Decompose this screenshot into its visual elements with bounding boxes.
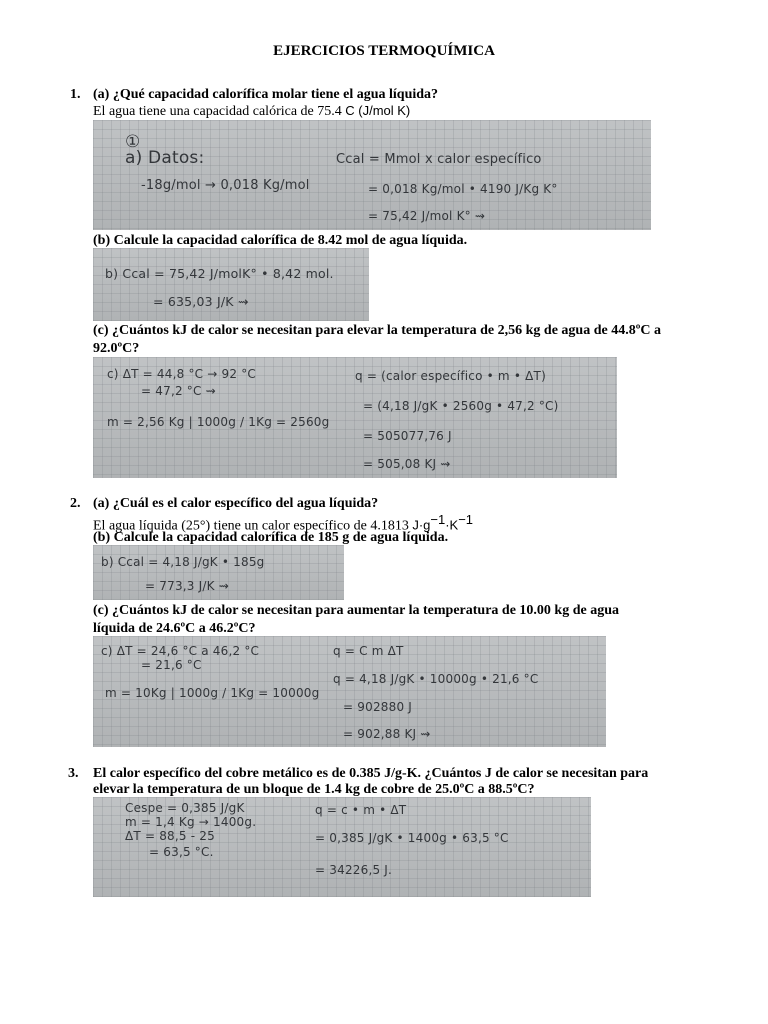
handwritten-photo-1b <box>93 248 369 321</box>
hw-line: Cespe = 0,385 J/gK <box>125 801 245 815</box>
hw-line: = 47,2 °C ⇝ <box>141 384 216 398</box>
exercise-1b-question: (b) Calcule la capacidad calorífica de 8.42 mol de agua líquida. <box>93 233 468 248</box>
exercise-3-question-line2: elevar la temperatura de un bloque de 1.4 kg de cobre de 25.0ºC a 88.5ºC? <box>93 782 535 797</box>
exercise-2b-question: (b) Calcule la capacidad calorífica de 185 g de agua líquida. <box>93 530 449 545</box>
hw-line: q = C m ΔT <box>333 644 404 658</box>
hw-line: b) Ccal = 4,18 J/gK • 185g <box>101 555 265 569</box>
handwritten-photo-1c <box>93 357 617 478</box>
hw-line: Ccal = Mmol x calor específico <box>336 152 542 167</box>
exercise-1a-question: (a) ¿Qué capacidad calorífica molar tiene el agua líquida? <box>93 87 439 102</box>
hw-line: = 21,6 °C <box>141 658 202 672</box>
exercise-2-number: 2. <box>70 496 81 511</box>
hw-line: b) Ccal = 75,42 J/molK° • 8,42 mol. <box>105 266 334 281</box>
page-title: EJERCICIOS TERMOQUÍMICA <box>273 43 495 59</box>
exercise-3-number: 3. <box>68 766 79 781</box>
hw-line: = 902880 J <box>343 700 413 714</box>
handwritten-photo-2c <box>93 636 606 747</box>
hw-line: = 773,3 J/K ⇝ <box>145 579 229 593</box>
exercise-1-number: 1. <box>70 87 81 102</box>
hw-line: = 34226,5 J. <box>315 863 393 877</box>
hw-line: = 63,5 °C. <box>149 845 214 859</box>
exercise-2a-answer-text: El agua líquida (25°) tiene un calor específico de 4.1813 <box>93 518 413 534</box>
hw-line: = 0,385 J/gK • 1400g • 63,5 °C <box>315 831 509 845</box>
exercise-1a-answer <box>93 103 410 120</box>
hw-line: = 635,03 J/K ⇝ <box>153 294 249 309</box>
hw-line: = 505077,76 J <box>363 429 452 443</box>
hw-line: a) Datos: <box>125 148 205 168</box>
hw-line: = 902,88 KJ ⇝ <box>343 727 431 741</box>
exercise-1a-answer-text: El agua tiene una capacidad calórica de 75.4 <box>93 104 346 119</box>
hw-line: m = 2,56 Kg | 1000g / 1Kg = 2560g <box>107 415 330 429</box>
hw-line: q = c • m • ΔT <box>315 803 407 817</box>
hw-line: ΔT = 88,5 - 25 <box>125 829 215 843</box>
hw-line: q = 4,18 J/gK • 10000g • 21,6 °C <box>333 672 539 686</box>
exercise-3-question-line1: El calor específico del cobre metálico es de 0.385 J/g-K. ¿Cuántos J de calor se necesitan para <box>93 766 649 781</box>
handwritten-photo-3 <box>93 797 591 897</box>
hw-line: c) ΔT = 44,8 °C → 92 °C <box>107 367 256 381</box>
exercise-2a-sup-2: −1 <box>458 512 474 527</box>
exercise-1c-question-line2: 92.0ºC? <box>93 341 140 356</box>
exercise-1c-question-line1: (c) ¿Cuántos kJ de calor se necesitan para elevar la temperatura de 2,56 kg de agua de 44.8ºC a <box>93 323 661 338</box>
hw-line: = 0,018 Kg/mol • 4190 J/Kg K° <box>368 182 558 196</box>
hw-line: = 75,42 J/mol K° ⇝ <box>368 209 486 223</box>
exercise-2a-unit-1: J·g <box>412 517 431 533</box>
hw-line: m = 1,4 Kg → 1400g. <box>125 815 257 829</box>
hw-line: q = (calor específico • m • ΔT) <box>355 369 546 383</box>
handwritten-photo-1a <box>93 120 651 230</box>
exercise-2a-sup-1: −1 <box>430 512 446 527</box>
exercise-1a-answer-unit: C (J/mol K) <box>345 103 411 118</box>
hw-line: c) ΔT = 24,6 °C a 46,2 °C <box>101 644 260 658</box>
exercise-2c-question-line1: (c) ¿Cuántos kJ de calor se necesitan para aumentar la temperatura de 10.00 kg de agua <box>93 603 620 618</box>
hw-line: = (4,18 J/gK • 2560g • 47,2 °C) <box>363 399 559 413</box>
exercise-2a-unit-2: ·K <box>445 517 459 533</box>
handwritten-photo-2b <box>93 545 344 600</box>
hw-line: = 505,08 KJ ⇝ <box>363 457 451 471</box>
hw-line: m = 10Kg | 1000g / 1Kg = 10000g <box>105 686 320 700</box>
hw-line: -18g/mol → 0,018 Kg/mol <box>141 178 310 193</box>
exercise-2c-question-line2: líquida de 24.6ºC a 46.2ºC? <box>93 621 256 636</box>
exercise-2a-question: (a) ¿Cuál es el calor específico del agua líquida? <box>93 496 379 511</box>
hw-line: ① <box>125 132 141 152</box>
